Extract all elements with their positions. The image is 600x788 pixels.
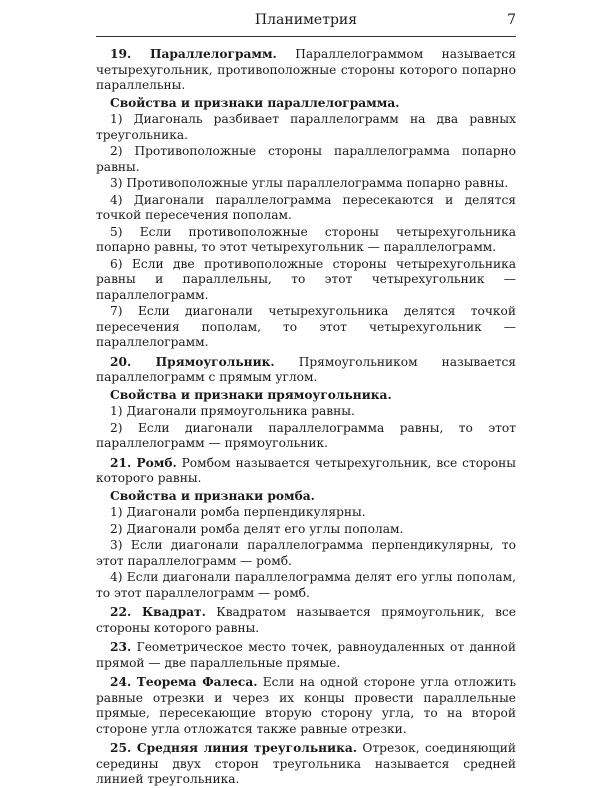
list-item: 1) Диагонали прямоугольника равны.	[110, 404, 355, 418]
definition-25-text: Отрезок, соединяющий середины двух сторон треугольника называется средней линией треугольника.	[96, 741, 516, 786]
page-body	[96, 43, 516, 788]
definition-23-text: Геометрическое место точек, равноудаленных от данной прямой — две параллельные прямые.	[96, 640, 516, 670]
running-header	[96, 12, 516, 32]
definition-21-text: Ромбом называется четырехугольник, все стороны которого равны.	[96, 455, 517, 485]
definition-21	[96, 456, 516, 487]
list-item: 3) Если диагонали параллелограмма перпендикулярны, то этот параллелограмм — ромб.	[96, 538, 516, 568]
term-22: 22. Квадрат.	[110, 605, 206, 619]
term-25: 25. Средняя линия треугольника.	[110, 741, 358, 755]
header-rule	[96, 36, 516, 37]
definition-20-text: Прямоугольником называется параллелограмм с прямым углом.	[96, 354, 516, 384]
list-item: 6) Если две противоположные стороны четырехугольника равны и параллельны, то этот четырехугольник — параллелограмм.	[96, 256, 516, 302]
list-item: 4) Диагонали параллелограмма пересекаются и делятся точкой пересечения пополам.	[96, 192, 516, 222]
term-19: 19. Параллелограмм.	[110, 47, 277, 61]
subheading-rectangle: Свойства и признаки прямоугольника.	[110, 387, 392, 402]
definition-19	[96, 47, 516, 94]
list-item: 3) Противоположные углы параллелограмма попарно равны.	[110, 176, 509, 190]
definition-24-text: Если на одной стороне угла отложить равные отрезки и через их концы провести параллельные прямые, пересекающие вторую сторону угла, то на второй стороне угла отложатся также равные отрезки.	[96, 675, 516, 736]
definition-22-text: Квадратом называется прямоугольник, все стороны которого равны.	[96, 605, 516, 635]
list-item: 1) Диагонали ромба перпендикулярны.	[110, 505, 366, 519]
definition-23	[96, 640, 516, 671]
term-23: 23.	[110, 640, 132, 654]
list-item: 5) Если противоположные стороны четырехугольника попарно равны, то этот четырехугольник — параллелограмм.	[96, 224, 516, 254]
list-item: 7) Если диагонали четырехугольника делятся точкой пересечения пополам, то этот четырехугольник — параллелограмм.	[96, 304, 516, 349]
subheading-rhombus: Свойства и признаки ромба.	[110, 488, 315, 503]
list-item: 2) Противоположные стороны параллелограмма попарно равны.	[96, 144, 516, 174]
definition-25	[96, 741, 516, 788]
list-item: 2) Если диагонали параллелограмма равны, то этот параллелограмм — прямоугольник.	[96, 420, 516, 450]
term-24: 24. Теорема Фалеса.	[110, 675, 258, 689]
definition-24	[96, 675, 516, 737]
definition-22	[96, 605, 516, 636]
term-21: 21. Ромб.	[110, 455, 177, 470]
subheading-parallelogram: Свойства и признаки параллелограмма.	[110, 95, 400, 110]
page-number: 7	[507, 12, 516, 28]
list-item: 1) Диагональ разбивает параллелограмм на два равных треугольника.	[96, 112, 516, 142]
list-item: 4) Если диагонали параллелограмма делят его углы пополам, то этот параллелограмм — ромб.	[96, 570, 516, 600]
list-item: 2) Диагонали ромба делят его углы пополам.	[110, 521, 404, 536]
definition-20	[96, 355, 516, 386]
definition-19-text: Параллелограммом называется четырехугольник, противоположные стороны которого попарно параллельны.	[96, 47, 516, 92]
term-20: 20. Прямоугольник.	[110, 354, 275, 369]
running-title: Планиметрия	[254, 12, 358, 28]
